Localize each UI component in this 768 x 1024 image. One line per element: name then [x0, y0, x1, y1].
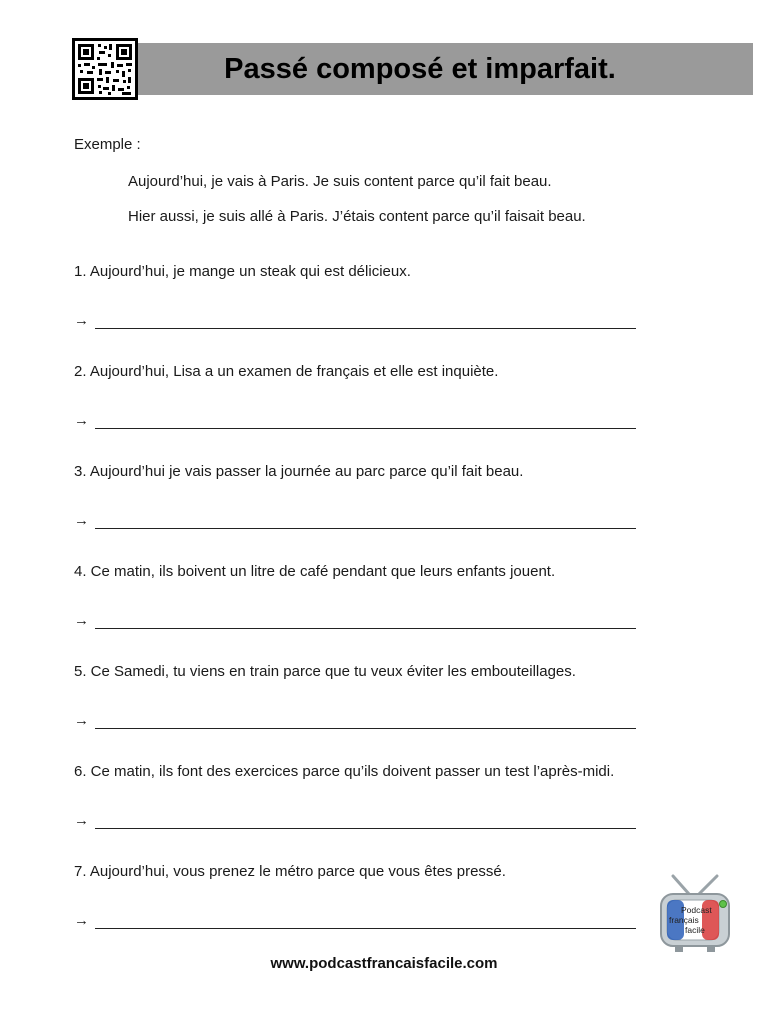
answer-line[interactable]: [74, 612, 636, 632]
exercise-sentence: 5. Ce Samedi, tu viens en train parce que tu veux éviter les embouteillages.: [74, 663, 576, 680]
answer-blank[interactable]: [95, 928, 636, 929]
arrow-icon: →: [74, 712, 89, 729]
exercise-sentence: 4. Ce matin, ils boivent un litre de café pendant que leurs enfants jouent.: [74, 563, 556, 580]
answer-blank[interactable]: [95, 328, 636, 329]
podcast-logo-text: Podcast français facile: [669, 905, 712, 935]
footer-url[interactable]: www.podcastfrancaisfacile.com: [270, 955, 498, 972]
answer-blank[interactable]: [95, 828, 636, 829]
arrow-icon: →: [74, 912, 89, 929]
exercise-sentence: 1. Aujourd’hui, je mange un steak qui est délicieux.: [74, 263, 411, 280]
answer-line[interactable]: [74, 312, 636, 332]
answer-line[interactable]: [74, 812, 636, 832]
answer-line[interactable]: [74, 412, 636, 432]
qr-code: [72, 38, 138, 100]
answer-line[interactable]: [74, 712, 636, 732]
answer-blank[interactable]: [95, 428, 636, 429]
arrow-icon: →: [74, 412, 89, 429]
answer-line[interactable]: [74, 912, 636, 932]
example-label: Exemple :: [74, 136, 141, 153]
arrow-icon: →: [74, 512, 89, 529]
exercise-sentence: 2. Aujourd’hui, Lisa a un examen de français et elle est inquiète.: [74, 363, 499, 380]
answer-blank[interactable]: [95, 528, 636, 529]
answer-blank[interactable]: [95, 628, 636, 629]
arrow-icon: →: [74, 312, 89, 329]
exercise-sentence: 7. Aujourd’hui, vous prenez le métro parce que vous êtes pressé.: [74, 863, 506, 880]
page-title: Passé composé et imparfait.: [224, 52, 616, 85]
example-past-sentence: Hier aussi, je suis allé à Paris. J’étais content parce qu’il faisait beau.: [128, 208, 586, 225]
answer-line[interactable]: [74, 512, 636, 532]
exercise-sentence: 3. Aujourd’hui je vais passer la journée au parc parce qu’il fait beau.: [74, 463, 524, 480]
exercise-sentence: 6. Ce matin, ils font des exercices parce qu’ils doivent passer un test l’après-midi.: [74, 763, 615, 780]
arrow-icon: →: [74, 812, 89, 829]
example-present-sentence: Aujourd’hui, je vais à Paris. Je suis content parce qu’il fait beau.: [128, 173, 552, 190]
answer-blank[interactable]: [95, 728, 636, 729]
arrow-icon: →: [74, 612, 89, 629]
